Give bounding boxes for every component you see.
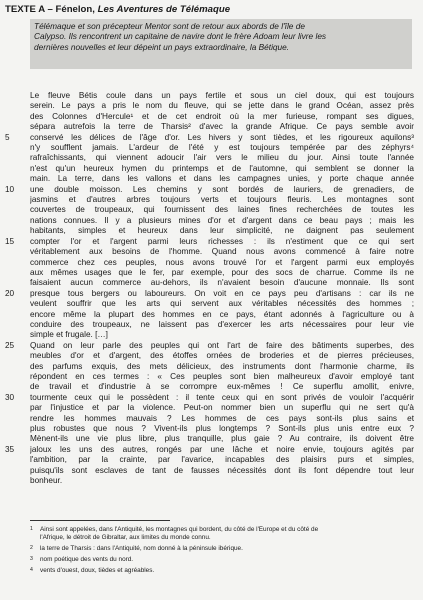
text-line: meubles d'or et d'argent, des étoffes ornées de broderies et de pierres précieuses, xyxy=(30,351,414,361)
text-line: encore même la plupart des hommes en ce pays, étant adonnés à l'agriculture ou à xyxy=(30,309,414,319)
text-line: simple et frugale. […] xyxy=(30,330,108,340)
text-line: tourmente ceux qui le possèdent : il tente ceux qui en sont privés de vouloir l'acquérir xyxy=(30,392,414,402)
text-line: habitants, simples et heureux dans leur simplicité, ne daignent pas seulement xyxy=(30,226,414,236)
intro-line: Calypso. Ils rencontrent un capitaine de navire dont le frère Adoam leur livre les xyxy=(34,31,327,42)
intro-line: dernières nouvelles et leur dépeint un pays extraordinaire, la Bétique. xyxy=(34,41,290,52)
text-line: des Colonnes d'Hercule¹ et de cet endroit où la mer furieuse, rompant ses digues, xyxy=(30,111,414,121)
text-line: serein. Le pays a pris le nom du fleuve, qui se jette dans le grand Océan, assez près xyxy=(30,101,414,111)
text-line: véritablement aux besoins de l'homme. Quand nous avons commencé à faire notre xyxy=(30,247,414,257)
footnote-text: Ainsi sont appelées, dans l'Antiquité, les montagnes qui bordent, du côté de l'Europe et du côté de xyxy=(40,526,319,533)
text-line: conservé les délices de l'âge d'or. Les hivers y sont tièdes, et les rigoureux aquilons³ xyxy=(30,132,414,142)
footnote-text: vents d'ouest, doux, tièdes et agréables. xyxy=(40,567,155,575)
intro-box xyxy=(30,19,412,69)
line-number: 30 xyxy=(5,393,15,403)
intro-line: Télémaque et son précepteur Mentor sont de retour aux abords de l'île de xyxy=(34,21,305,31)
footnote xyxy=(30,545,414,553)
text-label: TEXTE A xyxy=(5,4,45,15)
text-line: bonheur. xyxy=(30,476,63,486)
main-text xyxy=(30,91,414,486)
text-line: jasmins et d'autres arbres toujours verts et toujours fleuris. Les montagnes sont xyxy=(30,195,414,205)
footnote-number: 3 xyxy=(30,556,33,563)
footnotes xyxy=(30,526,414,578)
line-number: 10 xyxy=(5,184,15,194)
text-line: sépara autrefois la terre de Tharsis² d'avec la grande Afrique. Ce pays semble avoir xyxy=(30,122,414,132)
text-line: presque tous bergers ou laboureurs. On voit en ce pays peu d'artisans : car ils ne xyxy=(30,288,414,298)
text-line: puisqu'ils sont esclaves de tant de fausses nécessités dont ils font dépendre tout leur xyxy=(30,465,414,475)
line-number: 5 xyxy=(5,132,10,142)
footnote-text: l'Afrique, le détroit de Gibraltar, aux limites du monde connu. xyxy=(40,534,211,542)
text-line: Mènent-ils une vie plus libre, plus tranquille, plus gaie ? Au contraire, ils doivent être xyxy=(30,434,414,444)
text-line: une double moisson. Les chemins y sont bordés de lauriers, de grenadiers, de xyxy=(30,184,414,194)
text-line: nations connues. Il y a plusieurs mines d'or et d'argent dans ce beau pays ; mais les xyxy=(30,215,414,225)
text-line: compter l'or et l'argent parmi leurs richesses : ils n'estiment que ce qui sert xyxy=(30,236,414,246)
text-line: jaloux les uns des autres, rongés par une lâche et noire envie, toujours agités par xyxy=(30,444,414,454)
text-line: couvertes de troupeaux, qui fournissent des laines fines recherchées de toutes les xyxy=(30,205,414,215)
text-line: rafraîchissants, qui viennent adoucir l'air vers le milieu du jour. Ainsi toute l'année xyxy=(30,153,414,163)
text-title xyxy=(5,4,230,15)
text-line: n'est qu'un heureux hymen du printemps et de l'automne, qui semblent se donner la xyxy=(30,163,414,173)
text-line: main. La terre, dans les vallons et dans les campagnes unies, y porte chaque année xyxy=(30,174,414,184)
text-line: n'y soufflent jamais. L'ardeur de l'été y est toujours tempérée par des zéphyrs⁴ xyxy=(30,143,414,153)
line-number: 25 xyxy=(5,341,15,351)
text-line: rendre les hommes mauvais ? Les hommes de ces pays sont-ils plus sains et xyxy=(30,413,414,423)
footnote xyxy=(30,526,414,542)
title-dash: – xyxy=(47,4,53,15)
line-number: 35 xyxy=(5,445,15,455)
text-line: par l'injustice et par la violence. Peut-on nommer bien un superflu qui ne sert qu'à xyxy=(30,403,414,413)
line-number: 15 xyxy=(5,236,15,246)
footnote-text: la terre de Tharsis : dans l'Antiquité, nom donné à la péninsule ibérique. xyxy=(40,545,243,553)
footnote-text: nom poétique des vents du nord. xyxy=(40,556,134,564)
footnote xyxy=(30,567,414,575)
text-line: Le fleuve Bétis coule dans un pays fertile et sous un ciel doux, qui est toujours xyxy=(30,91,414,100)
text-line: conduire des troupeaux, ne laissent pas d'exercer les arts nécessaires pour leur vie xyxy=(30,319,414,329)
text-line: des parfums exquis, des mets délicieux, des instruments dont l'harmonie charme, ils xyxy=(30,361,414,371)
text-line: de travail et d'industrie à se corrompre eux-mêmes ! Ce superflu amollit, enivre, xyxy=(30,382,414,392)
text-line: Quand on leur parle des peuples qui ont l'art de faire des bâtiments superbes, des xyxy=(30,340,414,350)
author-name: Fénelon, xyxy=(55,4,95,15)
text-line: veulent souffrir que les arts qui servent aux véritables nécessités des hommes ; xyxy=(30,299,414,309)
text-line: aux mêmes usages que le fer, par exemple, pour des socs de charrue. Comme ils ne xyxy=(30,267,414,277)
text-line: l'ambition, par la crainte, par l'avarice, incapables des plaisirs purs et simples, xyxy=(30,455,414,465)
text-line: répondent en ces termes : « Ces peuples sont bien malheureux d'avoir employé tant xyxy=(30,371,414,381)
footnote-number: 1 xyxy=(30,526,33,532)
footnote xyxy=(30,556,414,564)
footnote-rule xyxy=(30,520,170,521)
text-line: faisaient aucun commerce au-dehors, ils n'avaient besoin d'aucune monnaie. Ils sont xyxy=(30,278,414,288)
text-line: commerce chez ces peuples, nous avons trouvé l'or et l'argent parmi eux employés xyxy=(30,257,414,267)
work-title: Les Aventures de Télémaque xyxy=(97,4,231,15)
text-line: plus robustes que nous ? Vivent-ils plus longtemps ? Sont-ils plus unis entre eux ? xyxy=(30,424,414,433)
line-number: 20 xyxy=(5,288,15,298)
footnote-number: 2 xyxy=(30,545,33,552)
footnote-number: 4 xyxy=(30,567,33,574)
